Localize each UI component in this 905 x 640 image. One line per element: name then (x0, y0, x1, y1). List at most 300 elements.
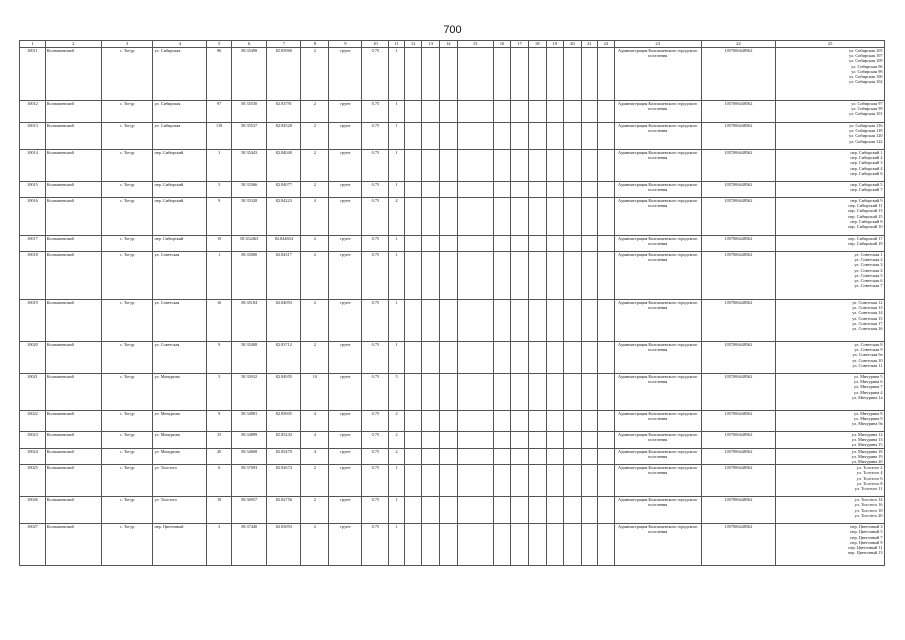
ogrn-cell: 1057006448562 (701, 342, 775, 374)
empty-cell (564, 150, 582, 182)
empty-cell (404, 182, 422, 198)
empty-cell (457, 411, 493, 432)
surface-cell: грунт (329, 150, 362, 182)
ogrn-cell: 1057006448562 (701, 465, 775, 497)
district-cell: Колпашевский (45, 182, 101, 198)
empty-cell (493, 198, 511, 236)
column-number: 12 (404, 41, 422, 48)
table-row (20, 101, 885, 123)
column-number: 6 (232, 41, 267, 48)
house-cell: 118 (207, 123, 232, 150)
empty-cell (581, 182, 598, 198)
longitude-cell: 82.83960 (267, 48, 301, 101)
surface-cell: грунт (329, 465, 362, 497)
table-row (20, 342, 885, 374)
organization-cell: Администрация Колпашевского городского поселения (614, 411, 701, 432)
district-cell: Колпашевский (45, 101, 101, 123)
served-address: ул. Толстого 16 (854, 502, 883, 508)
empty-cell (457, 465, 493, 497)
empty-cell (581, 448, 598, 465)
organization-cell: Администрация Колпашевского городского поселения (614, 524, 701, 566)
served-addresses-cell (776, 465, 885, 497)
served-address: пер. Цветочный 5 (850, 529, 883, 535)
latitude-cell: 58.37440 (232, 524, 267, 566)
column-number-row (20, 41, 885, 48)
served-addresses-cell (776, 150, 885, 182)
row-id: 10017 (20, 236, 46, 252)
area-cell: 10 (301, 374, 329, 411)
served-address: пер. Сибирский 7 (850, 187, 883, 193)
street-cell: пер. Цветочный (153, 524, 207, 566)
street-cell: пер. Сибирский (153, 182, 207, 198)
empty-cell (581, 524, 598, 566)
empty-cell (457, 198, 493, 236)
empty-cell (511, 236, 529, 252)
empty-cell (528, 465, 546, 497)
latitude-cell: 58.36957 (232, 497, 267, 524)
empty-cell (457, 300, 493, 342)
surface-cell: грунт (329, 236, 362, 252)
empty-cell (404, 374, 422, 411)
ogrn-cell: 1057006448562 (701, 432, 775, 449)
column-number: 2 (45, 41, 101, 48)
empty-cell (404, 342, 422, 374)
empty-cell (511, 123, 529, 150)
served-address: пер. Сибирский 9 (850, 198, 883, 203)
empty-cell (511, 411, 529, 432)
empty-cell (422, 374, 440, 411)
column-number: 1 (20, 41, 46, 48)
volume-cell: 0.75 (362, 374, 389, 411)
volume-cell: 0.75 (362, 150, 389, 182)
organization-cell: Администрация Колпашевского городского поселения (614, 123, 701, 150)
empty-cell (422, 432, 440, 449)
longitude-cell: 82.84223 (267, 198, 301, 236)
longitude-cell: 82.83791 (267, 101, 301, 123)
empty-cell (457, 432, 493, 449)
served-addresses-cell (776, 48, 885, 101)
container-count-cell: 2 (389, 448, 405, 465)
served-address: пер. Цветочный 13 (848, 550, 883, 556)
longitude-cell: 82.84317 (267, 252, 301, 300)
organization-cell: Администрация Колпашевского городского поселения (614, 342, 701, 374)
served-address: ул. Сибирская 120 (849, 133, 883, 139)
volume-cell: 0.75 (362, 198, 389, 236)
empty-cell (564, 236, 582, 252)
empty-cell (546, 150, 564, 182)
organization-cell: Администрация Колпашевского городского поселения (614, 150, 701, 182)
settlement-cell: с. Тогур (101, 374, 153, 411)
area-cell: 2 (301, 101, 329, 123)
empty-cell (422, 497, 440, 524)
street-cell: ул. Советская (153, 252, 207, 300)
served-address: ул. Сибирская 118 (849, 128, 883, 134)
settlement-cell: с. Тогур (101, 101, 153, 123)
empty-cell (439, 524, 457, 566)
empty-cell (457, 448, 493, 465)
empty-cell (598, 236, 615, 252)
empty-cell (598, 300, 615, 342)
empty-cell (564, 252, 582, 300)
served-address: ул. Мичурина 12 (851, 432, 883, 437)
empty-cell (493, 48, 511, 101)
district-cell: Колпашевский (45, 236, 101, 252)
empty-cell (528, 300, 546, 342)
ogrn-cell: 1057006448562 (701, 101, 775, 123)
empty-cell (528, 48, 546, 101)
organization-cell: Администрация Колпашевского городского поселения (614, 101, 701, 123)
latitude-cell: 58.35080 (232, 252, 267, 300)
table-row (20, 524, 885, 566)
served-address: пер. Сибирский 6 (850, 170, 883, 176)
served-address: пер. Цветочный 7 (850, 534, 883, 540)
latitude-cell: 58.35443 (232, 150, 267, 182)
longitude-cell: 82.85479 (267, 448, 301, 465)
column-number: 5 (207, 41, 232, 48)
empty-cell (439, 465, 457, 497)
column-number: 25 (776, 41, 885, 48)
organization-cell: Администрация Колпашевского городского поселения (614, 252, 701, 300)
served-address: пер. Сибирский 17 (848, 236, 883, 241)
volume-cell: 0.75 (362, 123, 389, 150)
served-addresses-cell (776, 252, 885, 300)
empty-cell (546, 497, 564, 524)
empty-cell (528, 252, 546, 300)
volume-cell: 0.75 (362, 465, 389, 497)
row-id: 10021 (20, 374, 46, 411)
empty-cell (493, 374, 511, 411)
ogrn-cell: 1057006448562 (701, 300, 775, 342)
empty-cell (493, 524, 511, 566)
settlement-cell: с. Тогур (101, 411, 153, 432)
street-cell: ул. Мичурина (153, 411, 207, 432)
empty-cell (404, 524, 422, 566)
row-id: 10018 (20, 252, 46, 300)
served-address: пер. Цветочный 3 (850, 524, 883, 530)
district-cell: Колпашевский (45, 198, 101, 236)
latitude-cell: 58.34668 (232, 448, 267, 465)
empty-cell (511, 465, 529, 497)
container-count-cell: 1 (389, 497, 405, 524)
empty-cell (511, 252, 529, 300)
empty-cell (564, 48, 582, 101)
district-cell: Колпашевский (45, 524, 101, 566)
ogrn-cell: 1057006448562 (701, 252, 775, 300)
latitude-cell: 58.35328 (232, 198, 267, 236)
empty-cell (581, 432, 598, 449)
surface-cell: грунт (329, 48, 362, 101)
area-cell: 2 (301, 465, 329, 497)
column-number: 14 (439, 41, 457, 48)
empty-cell (511, 198, 529, 236)
empty-cell (439, 411, 457, 432)
settlement-cell: с. Тогур (101, 524, 153, 566)
empty-cell (493, 411, 511, 432)
street-cell: ул. Мичурина (153, 448, 207, 465)
street-cell: ул. Толстого (153, 497, 207, 524)
served-address: ул. Толстого 11 (854, 486, 883, 492)
served-address: пер. Сибирский 5 (850, 182, 883, 187)
surface-cell: грунт (329, 123, 362, 150)
empty-cell (598, 374, 615, 411)
area-cell: 4 (301, 432, 329, 449)
row-id: 10016 (20, 198, 46, 236)
empty-cell (528, 497, 546, 524)
volume-cell: 0.75 (362, 182, 389, 198)
served-address: ул. Мичурина 4 (853, 389, 883, 395)
served-address: ул. Сибирская 99 (851, 106, 883, 112)
empty-cell (598, 198, 615, 236)
served-address: ул. Советская 6 (854, 278, 883, 284)
empty-cell (404, 101, 422, 123)
served-address: ул. Советская 2 (854, 257, 883, 263)
empty-cell (546, 123, 564, 150)
container-count-cell: 1 (389, 342, 405, 374)
empty-cell (598, 48, 615, 101)
empty-cell (598, 101, 615, 123)
table-row (20, 236, 885, 252)
empty-cell (511, 182, 529, 198)
empty-cell (493, 252, 511, 300)
empty-cell (546, 524, 564, 566)
latitude-cell: 58.35408 (232, 342, 267, 374)
ogrn-cell: 1057006448562 (701, 182, 775, 198)
served-address: ул. Мичурина 9а (852, 421, 883, 427)
served-address: пер. Сибирский 4 (850, 165, 883, 171)
latitude-cell: 58.35184 (232, 300, 267, 342)
house-cell: 5 (207, 182, 232, 198)
empty-cell (422, 448, 440, 465)
organization-cell: Администрация Колпашевского городского поселения (614, 198, 701, 236)
house-cell: 18 (207, 497, 232, 524)
empty-cell (422, 198, 440, 236)
district-cell: Колпашевский (45, 411, 101, 432)
container-count-cell: 1 (389, 101, 405, 123)
served-address: ул. Сибирская 116 (849, 123, 883, 128)
organization-cell: Администрация Колпашевского городского поселения (614, 374, 701, 411)
container-count-cell: 5 (389, 374, 405, 411)
table-row (20, 448, 885, 465)
street-cell: ул. Советская (153, 342, 207, 374)
container-count-cell: 1 (389, 524, 405, 566)
served-address: пер. Сибирский 19 (848, 241, 883, 247)
house-cell: 19 (207, 236, 232, 252)
served-address: ул. Советская 8 (854, 342, 883, 347)
row-id: 10015 (20, 182, 46, 198)
empty-cell (457, 236, 493, 252)
empty-cell (404, 236, 422, 252)
empty-cell (511, 374, 529, 411)
organization-cell: Администрация Колпашевского городского поселения (614, 448, 701, 465)
served-address: пер. Сибирский 13 (848, 208, 883, 214)
district-cell: Колпашевский (45, 465, 101, 497)
container-count-cell: 2 (389, 411, 405, 432)
served-address: ул. Толстого 2 (856, 465, 883, 471)
ogrn-cell: 1057006448562 (701, 448, 775, 465)
empty-cell (581, 198, 598, 236)
district-cell: Колпашевский (45, 150, 101, 182)
served-address: пер. Цветочный 9 (850, 539, 883, 545)
volume-cell: 0.75 (362, 497, 389, 524)
table-row (20, 411, 885, 432)
ogrn-cell: 1057006448562 (701, 236, 775, 252)
volume-cell: 0.75 (362, 432, 389, 449)
street-cell: пер. Сибирский (153, 198, 207, 236)
column-number: 20 (564, 41, 582, 48)
empty-cell (546, 448, 564, 465)
settlement-cell: с. Тогур (101, 123, 153, 150)
organization-cell: Администрация Колпашевского городского поселения (614, 48, 701, 101)
empty-cell (422, 300, 440, 342)
empty-cell (439, 123, 457, 150)
served-address: ул. Сибирская 122 (849, 138, 883, 144)
settlement-cell: с. Тогур (101, 342, 153, 374)
empty-cell (404, 150, 422, 182)
served-address: ул. Сибирская 96 (851, 63, 883, 69)
served-address: ул. Советская 14 (852, 310, 883, 316)
empty-cell (528, 236, 546, 252)
empty-cell (404, 123, 422, 150)
surface-cell: грунт (329, 497, 362, 524)
district-cell: Колпашевский (45, 432, 101, 449)
street-cell: пер. Сибирский (153, 150, 207, 182)
organization-cell: Администрация Колпашевского городского поселения (614, 497, 701, 524)
served-address: ул. Мичурина 5 (853, 374, 883, 379)
empty-cell (439, 448, 457, 465)
organization-cell: Администрация Колпашевского городского поселения (614, 432, 701, 449)
empty-cell (581, 374, 598, 411)
empty-cell (528, 432, 546, 449)
empty-cell (546, 374, 564, 411)
volume-cell: 0.75 (362, 524, 389, 566)
district-cell: Колпашевский (45, 252, 101, 300)
area-cell: 2 (301, 342, 329, 374)
settlement-cell: с. Тогур (101, 432, 153, 449)
longitude-cell: 82.84955 (267, 374, 301, 411)
column-number: 10 (362, 41, 389, 48)
empty-cell (511, 448, 529, 465)
street-cell: пер. Сибирский (153, 236, 207, 252)
empty-cell (457, 101, 493, 123)
container-count-cell: 1 (389, 236, 405, 252)
empty-cell (564, 101, 582, 123)
served-address: ул. Сибирская 102 (849, 79, 883, 85)
table-row (20, 252, 885, 300)
served-address: пер. Сибирский 1 (850, 150, 883, 155)
empty-cell (528, 448, 546, 465)
latitude-cell: 58.34889 (232, 432, 267, 449)
served-address: пер. Сибирский 10 (848, 224, 883, 230)
column-number: 8 (301, 41, 329, 48)
empty-cell (581, 150, 598, 182)
empty-cell (528, 123, 546, 150)
served-addresses-cell (776, 342, 885, 374)
served-address: ул. Мичурина 20 (851, 459, 883, 465)
empty-cell (457, 182, 493, 198)
settlement-cell: с. Тогур (101, 497, 153, 524)
ogrn-cell: 1057006448562 (701, 411, 775, 432)
served-address: ул. Советская 5 (854, 272, 883, 278)
row-id: 10014 (20, 150, 46, 182)
empty-cell (493, 465, 511, 497)
empty-cell (581, 236, 598, 252)
organization-cell: Администрация Колпашевского городского поселения (614, 465, 701, 497)
area-cell: 2 (301, 123, 329, 150)
longitude-cell: 82.82674 (267, 465, 301, 497)
served-address: ул. Советская 9а (852, 352, 883, 358)
empty-cell (581, 101, 598, 123)
empty-cell (511, 342, 529, 374)
empty-cell (546, 101, 564, 123)
empty-cell (493, 101, 511, 123)
district-cell: Колпашевский (45, 374, 101, 411)
served-addresses-cell (776, 448, 885, 465)
empty-cell (581, 411, 598, 432)
empty-cell (564, 123, 582, 150)
container-count-cell: 1 (389, 252, 405, 300)
empty-cell (598, 524, 615, 566)
ogrn-cell: 1057006448562 (701, 497, 775, 524)
column-number: 23 (614, 41, 701, 48)
settlement-cell: с. Тогур (101, 48, 153, 101)
table-row (20, 150, 885, 182)
surface-cell: грунт (329, 524, 362, 566)
surface-cell: грунт (329, 342, 362, 374)
empty-cell (528, 342, 546, 374)
volume-cell: 0.75 (362, 101, 389, 123)
container-count-cell: 1 (389, 123, 405, 150)
served-addresses-cell (776, 198, 885, 236)
empty-cell (422, 465, 440, 497)
table-row (20, 432, 885, 449)
area-cell: 2 (301, 252, 329, 300)
empty-cell (439, 101, 457, 123)
empty-cell (439, 497, 457, 524)
house-cell: 9 (207, 198, 232, 236)
served-address: ул. Советская 11 (852, 362, 883, 368)
empty-cell (422, 150, 440, 182)
street-cell: ул. Сибирская (153, 123, 207, 150)
longitude-cell: 82.83093 (267, 524, 301, 566)
ogrn-cell: 1057006448562 (701, 198, 775, 236)
volume-cell: 0.75 (362, 300, 389, 342)
area-cell: 2 (301, 182, 329, 198)
container-count-cell: 1 (389, 300, 405, 342)
empty-cell (546, 342, 564, 374)
container-count-cell: 1 (389, 150, 405, 182)
area-cell: 4 (301, 448, 329, 465)
empty-cell (581, 300, 598, 342)
empty-cell (546, 465, 564, 497)
volume-cell: 0.75 (362, 252, 389, 300)
served-address: пер. Цветочный 11 (848, 545, 883, 551)
latitude-cell: 58.35366 (232, 182, 267, 198)
longitude-cell: 82.84077 (267, 182, 301, 198)
empty-cell (564, 448, 582, 465)
area-cell: 2 (301, 48, 329, 101)
column-number: 17 (511, 41, 529, 48)
empty-cell (457, 48, 493, 101)
district-cell: Колпашевский (45, 123, 101, 150)
table-row (20, 48, 885, 101)
empty-cell (598, 182, 615, 198)
empty-cell (564, 411, 582, 432)
empty-cell (404, 448, 422, 465)
served-address: ул. Советская 16 (852, 326, 883, 332)
table-body (20, 41, 885, 566)
empty-cell (493, 150, 511, 182)
street-cell: ул. Советская (153, 300, 207, 342)
